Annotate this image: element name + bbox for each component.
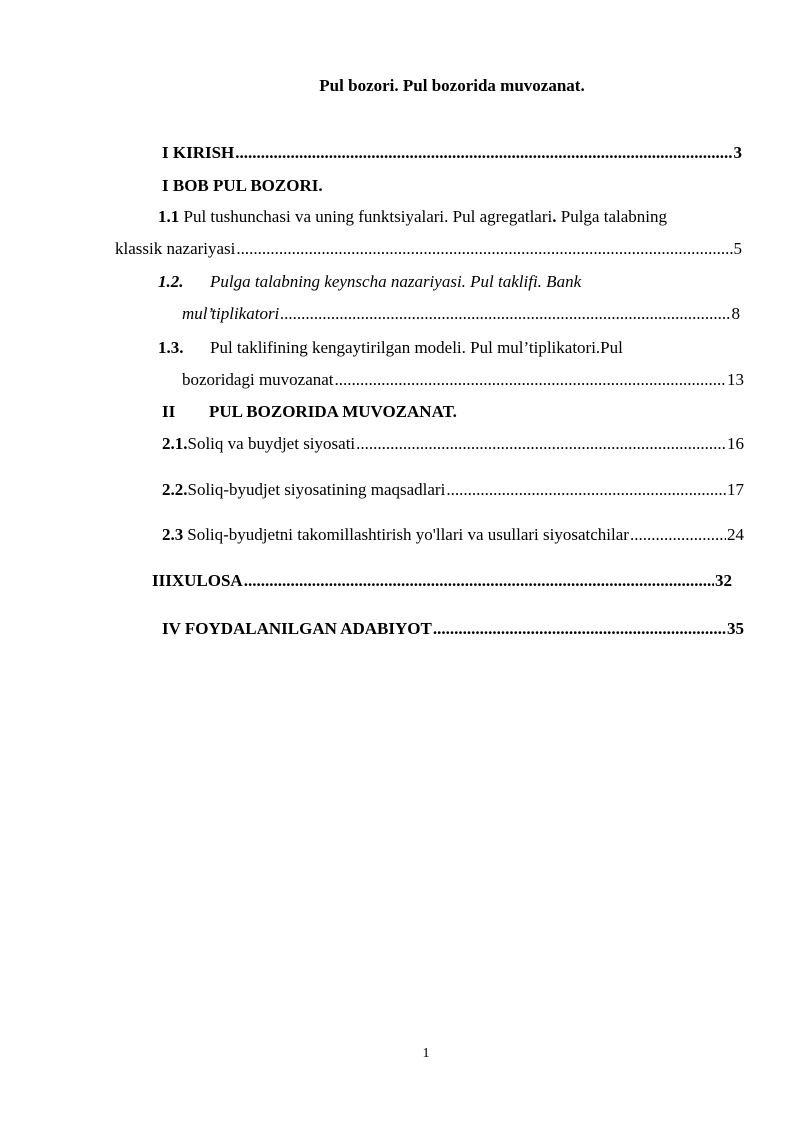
page-number: 1 — [422, 1046, 430, 1061]
toc-label-dot: . — [552, 207, 557, 226]
toc-label: PUL BOZORIDA MUVOZANAT. — [209, 402, 457, 421]
toc-entry-1-3-line2 — [182, 369, 744, 391]
toc-label: Pulga talabning keynscha nazariyasi. Pul taklifi. Bank — [210, 272, 582, 291]
toc-entry-adabiyot — [162, 618, 744, 640]
toc-label: Soliq-byudjetni takomillashtirish yo'llari va usullari siyosatchilar — [187, 525, 629, 544]
toc-label: IV FOYDALANILGAN ADABIYOT — [162, 619, 432, 638]
toc-leader-dots — [244, 570, 714, 592]
toc-page-number: 17 — [727, 480, 744, 499]
toc-entry-xulosa — [152, 570, 732, 592]
toc-page-number: 5 — [733, 239, 742, 258]
toc-entry-1-1-line1 — [158, 206, 667, 228]
toc-label: XULOSA — [171, 571, 243, 590]
toc-section-number: 2.3 — [162, 525, 184, 544]
toc-leader-dots — [335, 369, 726, 391]
toc-entry-1-2-line1 — [158, 271, 581, 293]
toc-leader-dots — [280, 303, 730, 325]
toc-page-number: 35 — [727, 619, 744, 638]
toc-entry-1-2-line2 — [182, 303, 740, 325]
toc-leader-dots — [356, 433, 726, 455]
toc-page-number: 13 — [727, 370, 744, 389]
toc-entry-1-3-line1 — [158, 337, 623, 359]
toc-section-number: 1.2. — [158, 272, 184, 291]
toc-entry-2-2 — [162, 479, 744, 501]
toc-label-part: Pulga talabning — [560, 207, 667, 226]
toc-chapter-number: II — [162, 402, 176, 421]
toc-leader-dots — [433, 618, 726, 640]
toc-page-number: 3 — [733, 143, 742, 162]
toc-label-part: Pul tushunchasi va uning funktsiyalari. Pul agregatlari — [183, 207, 553, 226]
toc-page-number: 8 — [731, 304, 740, 323]
toc-leader-dots — [446, 479, 726, 501]
toc-label: Soliq va buydjet siyosati — [187, 434, 356, 453]
toc-label: mul’tiplikatori — [182, 304, 280, 323]
toc-label: Soliq-byudjet siyosatining maqsadlari — [187, 480, 446, 499]
toc-entry-1-1-line2 — [115, 238, 742, 260]
toc-label: klassik nazariyasi — [115, 239, 236, 258]
toc-entry-2-3 — [162, 524, 744, 546]
toc-leader-dots — [236, 238, 732, 260]
toc-chapter-2 — [162, 401, 457, 423]
toc-leader-dots — [630, 524, 726, 546]
toc-leader-dots — [235, 142, 732, 164]
toc-section-number: 2.2. — [162, 480, 188, 499]
toc-label: I KIRISH — [162, 143, 235, 162]
toc-chapter-1: I BOB PUL BOZORI. — [162, 176, 323, 195]
toc-section-number: 1.3. — [158, 338, 184, 357]
toc-entry-2-1 — [162, 433, 744, 455]
toc-entry-kirish — [162, 142, 742, 164]
toc-page-number: 32 — [715, 571, 732, 590]
toc-section-number: 2.1. — [162, 434, 188, 453]
page-title: Pul bozori. Pul bozorida muvozanat. — [319, 76, 585, 95]
toc-section-number: 1.1 — [158, 207, 180, 226]
toc-label: Pul taklifining kengaytirilgan modeli. Pul mul’tiplikatori.Pul — [210, 338, 623, 357]
toc-page-number: 24 — [727, 525, 744, 544]
toc-page-number: 16 — [727, 434, 744, 453]
toc-label: bozoridagi muvozanat — [182, 370, 334, 389]
toc-chapter-number: III — [152, 571, 172, 590]
